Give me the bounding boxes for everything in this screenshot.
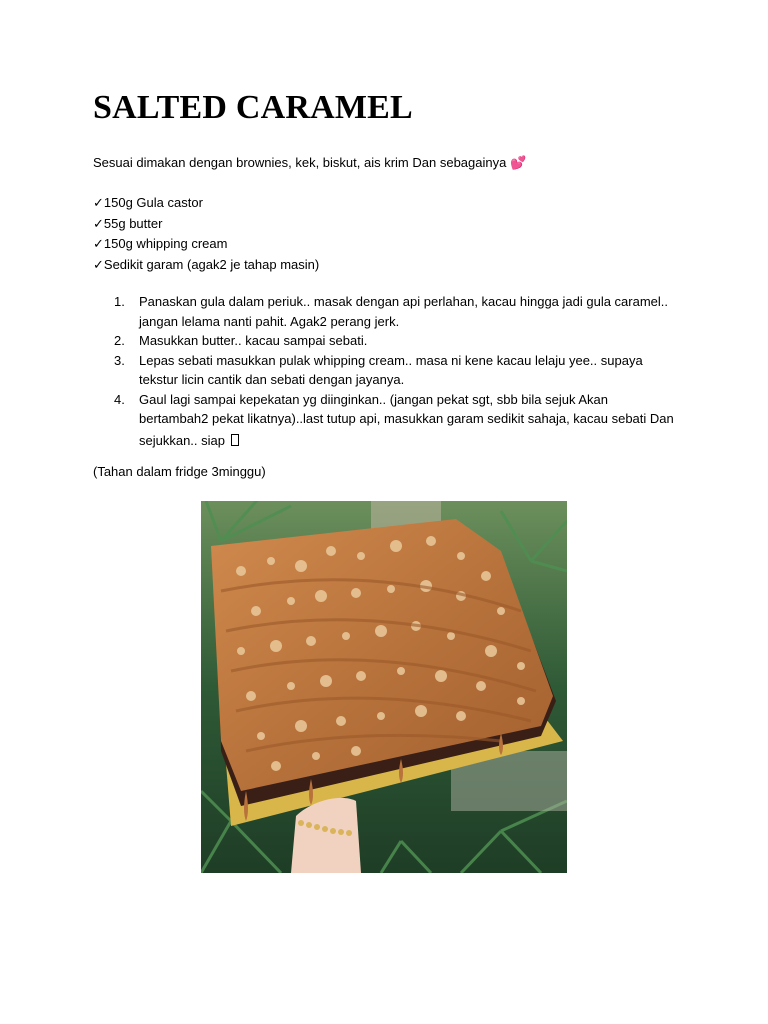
step-number: 1.: [114, 294, 125, 309]
step-number: 2.: [114, 333, 125, 348]
step-item: [114, 390, 694, 451]
ingredient-item: ✓55g butter: [93, 215, 163, 231]
step-item: [114, 331, 694, 351]
step-text: sejukkan.. siap: [139, 432, 225, 448]
step-text: bertambah2 pekat likatnya)..last tutup api, masukkan garam sedikit sahaja, kacau sebati Dan: [139, 411, 674, 426]
brownie-photo: [201, 501, 567, 873]
step-text: Gaul lagi sampai kepekatan yg diinginkan.. (jangan pekat sgt, sbb bila sejuk Akan: [139, 391, 609, 407]
step-text-last: [139, 431, 694, 451]
storage-note: (Tahan dalam fridge 3minggu): [93, 464, 266, 479]
step-text: Lepas sebati masukkan pulak whipping cream.. masa ni kene kacau lelaju yee.. supaya: [139, 352, 643, 368]
ingredient-item: ✓Sedikit garam (agak2 je tahap masin): [93, 256, 320, 272]
recipe-intro: Sesuai dimakan dengan brownies, kek, biskut, ais krim Dan sebagainya 💕: [93, 155, 527, 170]
step-text: Panaskan gula dalam periuk.. masak dengan api perlahan, kacau hingga jadi gula caramel..: [139, 294, 669, 309]
step-item: [114, 292, 694, 331]
step-item: [114, 351, 694, 390]
ingredient-item: ✓150g Gula castor: [93, 195, 203, 210]
step-text: tekstur licin cantik dan sebati dengan jayanya.: [139, 372, 405, 387]
step-text: Masukkan butter.. kacau sampai sebati.: [139, 333, 368, 348]
step-number: 4.: [114, 391, 125, 407]
step-list: [114, 292, 694, 450]
ingredient-item: ✓150g whipping cream: [93, 236, 228, 251]
recipe-title: SALTED CARAMEL: [93, 89, 413, 126]
missing-glyph-box: [231, 434, 239, 446]
ingredient-list: [93, 194, 319, 276]
step-number: 3.: [114, 352, 125, 368]
step-text: jangan lelama nanti pahit. Agak2 perang jerk.: [139, 313, 400, 329]
